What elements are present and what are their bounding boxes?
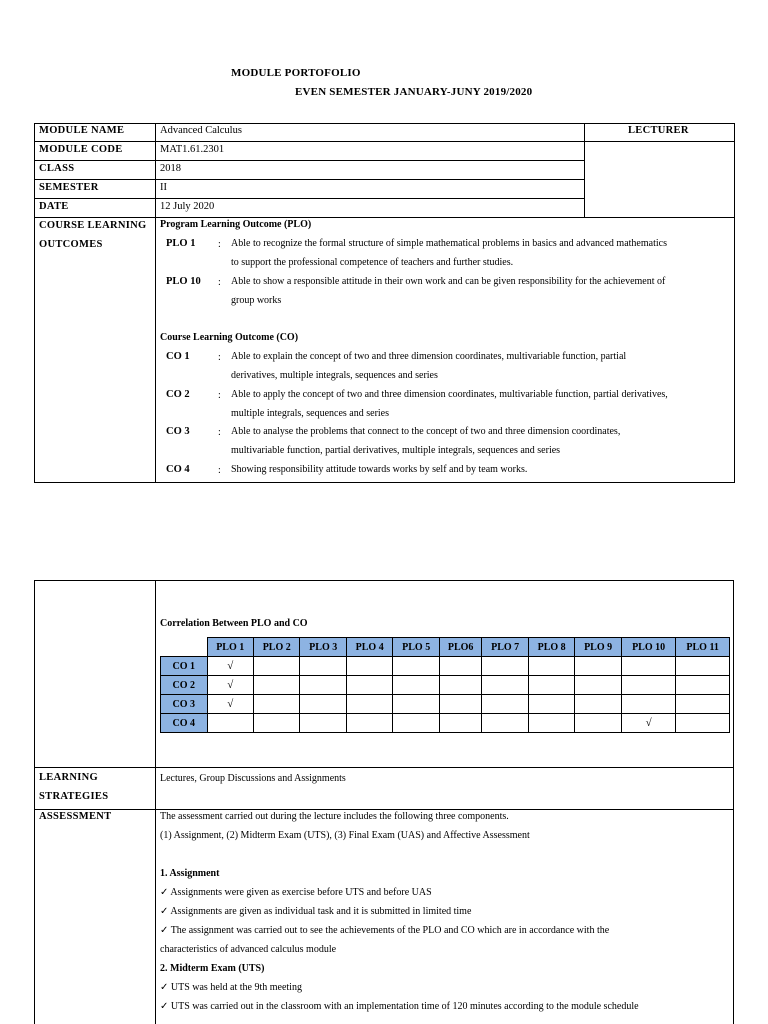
- date-label: DATE: [39, 201, 69, 212]
- assessment-intro-2: (1) Assignment, (2) Midterm Exam (UTS), (3) Final Exam (UAS) and Affective Assessment: [160, 830, 530, 841]
- clo-label-line-1: COURSE LEARNING: [39, 220, 147, 231]
- corner-cell: [161, 638, 208, 657]
- cell: [439, 657, 481, 676]
- co-2-colon: :: [218, 390, 221, 401]
- row-label: CO 3: [161, 695, 208, 714]
- lecturer-label: LECTURER: [628, 125, 689, 136]
- cell: [482, 695, 528, 714]
- cell: [575, 714, 621, 733]
- cell: [346, 695, 392, 714]
- cell: [300, 657, 346, 676]
- correlation-row-co4: [161, 714, 730, 733]
- cell: [528, 657, 574, 676]
- assessment-body: [160, 807, 730, 1016]
- learning-label-line-1: LEARNING: [39, 772, 98, 783]
- cell: [346, 657, 392, 676]
- module-name-label: MODULE NAME: [39, 125, 125, 136]
- cell: [482, 657, 528, 676]
- cell: [676, 676, 730, 695]
- cell: [676, 714, 730, 733]
- assignment-item-3a: ✓ The assignment was carried out to see the achievements of the PLO and CO which are in accordance with the: [160, 925, 610, 936]
- plo-10-desc-line-2: group works: [231, 295, 282, 306]
- cell: [253, 676, 299, 695]
- cell: √: [207, 676, 253, 695]
- class-value: 2018: [160, 163, 181, 174]
- cell: [439, 714, 481, 733]
- co-3-desc-line-1: Able to analyse the problems that connect to the concept of two and three dimension coordinates,: [231, 426, 621, 437]
- cell: [528, 714, 574, 733]
- assignment-item-2: ✓ Assignments are given as individual task and it is submitted in limited time: [160, 906, 472, 917]
- co-2-desc: [231, 385, 668, 423]
- correlation-heading: Correlation Between PLO and CO: [160, 618, 308, 629]
- correlation-row-co1: [161, 657, 730, 676]
- cell: [621, 695, 675, 714]
- cell: [621, 676, 675, 695]
- cell: [393, 695, 439, 714]
- co-4-colon: :: [218, 465, 221, 476]
- row-label: CO 2: [161, 676, 208, 695]
- col-plo-5: PLO 5: [393, 638, 439, 657]
- plo-10-code: PLO 10: [166, 276, 201, 287]
- cell: [393, 714, 439, 733]
- semester-value: II: [160, 182, 167, 193]
- co-4-code: CO 4: [166, 464, 190, 475]
- cell: [253, 695, 299, 714]
- cell: [253, 657, 299, 676]
- cell: [528, 676, 574, 695]
- cell: [676, 695, 730, 714]
- cell: [346, 676, 392, 695]
- co-heading: Course Learning Outcome (CO): [160, 332, 299, 343]
- cell: [393, 676, 439, 695]
- col-plo-8: PLO 8: [528, 638, 574, 657]
- module-name-value: Advanced Calculus: [160, 125, 242, 136]
- co-3-code: CO 3: [166, 426, 190, 437]
- correlation-header-row: [161, 638, 730, 657]
- plo-1-desc-line-1: Able to recognize the formal structure of simple mathematical problems in basics and advanced mathematics: [231, 238, 667, 249]
- co-1-code: CO 1: [166, 351, 190, 362]
- correlation-row-co2: [161, 676, 730, 695]
- title-line-1: MODULE PORTOFOLIO: [231, 67, 361, 79]
- co-2-code: CO 2: [166, 389, 190, 400]
- class-label: CLASS: [39, 163, 75, 174]
- col-plo-3: PLO 3: [300, 638, 346, 657]
- cell: [300, 714, 346, 733]
- cell: [300, 695, 346, 714]
- correlation-row-co3: [161, 695, 730, 714]
- col-plo-11: PLO 11: [676, 638, 730, 657]
- title-line-2: EVEN SEMESTER JANUARY-JUNY 2019/2020: [295, 86, 533, 98]
- plo-1-colon: :: [218, 239, 221, 250]
- midterm-item-2: ✓ UTS was carried out in the classroom with an implementation time of 120 minutes according to the module schedule: [160, 1001, 639, 1012]
- co-2-desc-line-1: Able to apply the concept of two and three dimension coordinates, multivariable function, partial derivatives,: [231, 389, 668, 400]
- date-value: 12 July 2020: [160, 201, 215, 212]
- cell: [482, 714, 528, 733]
- cell: [393, 657, 439, 676]
- assignment-item-3b: characteristics of advanced calculus module: [160, 944, 337, 955]
- co-3-colon: :: [218, 427, 221, 438]
- plo-10-colon: :: [218, 277, 221, 288]
- learning-label-line-2: STRATEGIES: [39, 791, 109, 802]
- semester-label: SEMESTER: [39, 182, 99, 193]
- assignment-item-1: ✓ Assignments were given as exercise before UTS and before UAS: [160, 887, 432, 898]
- cell: [346, 714, 392, 733]
- co-3-desc: [231, 422, 620, 460]
- col-plo-6: PLO6: [439, 638, 481, 657]
- cell: [300, 676, 346, 695]
- co-3-desc-line-2: multivariable function, partial derivatives, multiple integrals, sequences and series: [231, 445, 561, 456]
- co-1-desc-line-2: derivatives, multiple integrals, sequences and series: [231, 370, 438, 381]
- module-code-label: MODULE CODE: [39, 144, 123, 155]
- plo-heading: Program Learning Outcome (PLO): [160, 219, 312, 230]
- col-plo-9: PLO 9: [575, 638, 621, 657]
- co-1-desc-line-1: Able to explain the concept of two and three dimension coordinates, multivariable function, partial: [231, 351, 627, 362]
- plo-1-code: PLO 1: [166, 238, 196, 249]
- cell: √: [207, 695, 253, 714]
- module-code-value: MAT1.61.2301: [160, 144, 225, 155]
- plo-10-desc: [231, 272, 665, 310]
- col-plo-1: PLO 1: [207, 638, 253, 657]
- cell: [253, 714, 299, 733]
- cell: [482, 676, 528, 695]
- assignment-heading: 1. Assignment: [160, 868, 220, 879]
- midterm-item-1: ✓ UTS was held at the 9th meeting: [160, 982, 302, 993]
- assessment-intro-1: The assessment carried out during the lecture includes the following three components.: [160, 811, 509, 822]
- cell: [528, 695, 574, 714]
- plo-1-desc-line-2: to support the professional competence of teachers and further studies.: [231, 257, 514, 268]
- cell: [575, 695, 621, 714]
- co-1-colon: :: [218, 352, 221, 363]
- cell: [621, 657, 675, 676]
- co-2-desc-line-2: multiple integrals, sequences and series: [231, 408, 390, 419]
- cell: [676, 657, 730, 676]
- plo-10-desc-line-1: Able to show a responsible attitude in their own work and can be given responsibility for the achievement of: [231, 276, 666, 287]
- correlation-table: [160, 637, 730, 733]
- cell: [439, 695, 481, 714]
- row-label: CO 4: [161, 714, 208, 733]
- co-1-desc: [231, 347, 626, 385]
- col-plo-2: PLO 2: [253, 638, 299, 657]
- cell: √: [621, 714, 675, 733]
- cell: [575, 676, 621, 695]
- col-plo-7: PLO 7: [482, 638, 528, 657]
- midterm-heading: 2. Midterm Exam (UTS): [160, 963, 265, 974]
- co-4-desc: [231, 460, 527, 479]
- plo-1-desc: [231, 234, 667, 272]
- assessment-label: ASSESSMENT: [39, 811, 112, 822]
- spacer: [160, 845, 730, 864]
- clo-label-line-2: OUTCOMES: [39, 239, 103, 250]
- row-label: CO 1: [161, 657, 208, 676]
- cell: [439, 676, 481, 695]
- cell: √: [207, 657, 253, 676]
- col-plo-4: PLO 4: [346, 638, 392, 657]
- cell: [575, 657, 621, 676]
- cell: [207, 714, 253, 733]
- co-4-desc-line-1: Showing responsibility attitude towards works by self and by team works.: [231, 464, 528, 475]
- learning-value: Lectures, Group Discussions and Assignments: [160, 773, 346, 784]
- col-plo-10: PLO 10: [621, 638, 675, 657]
